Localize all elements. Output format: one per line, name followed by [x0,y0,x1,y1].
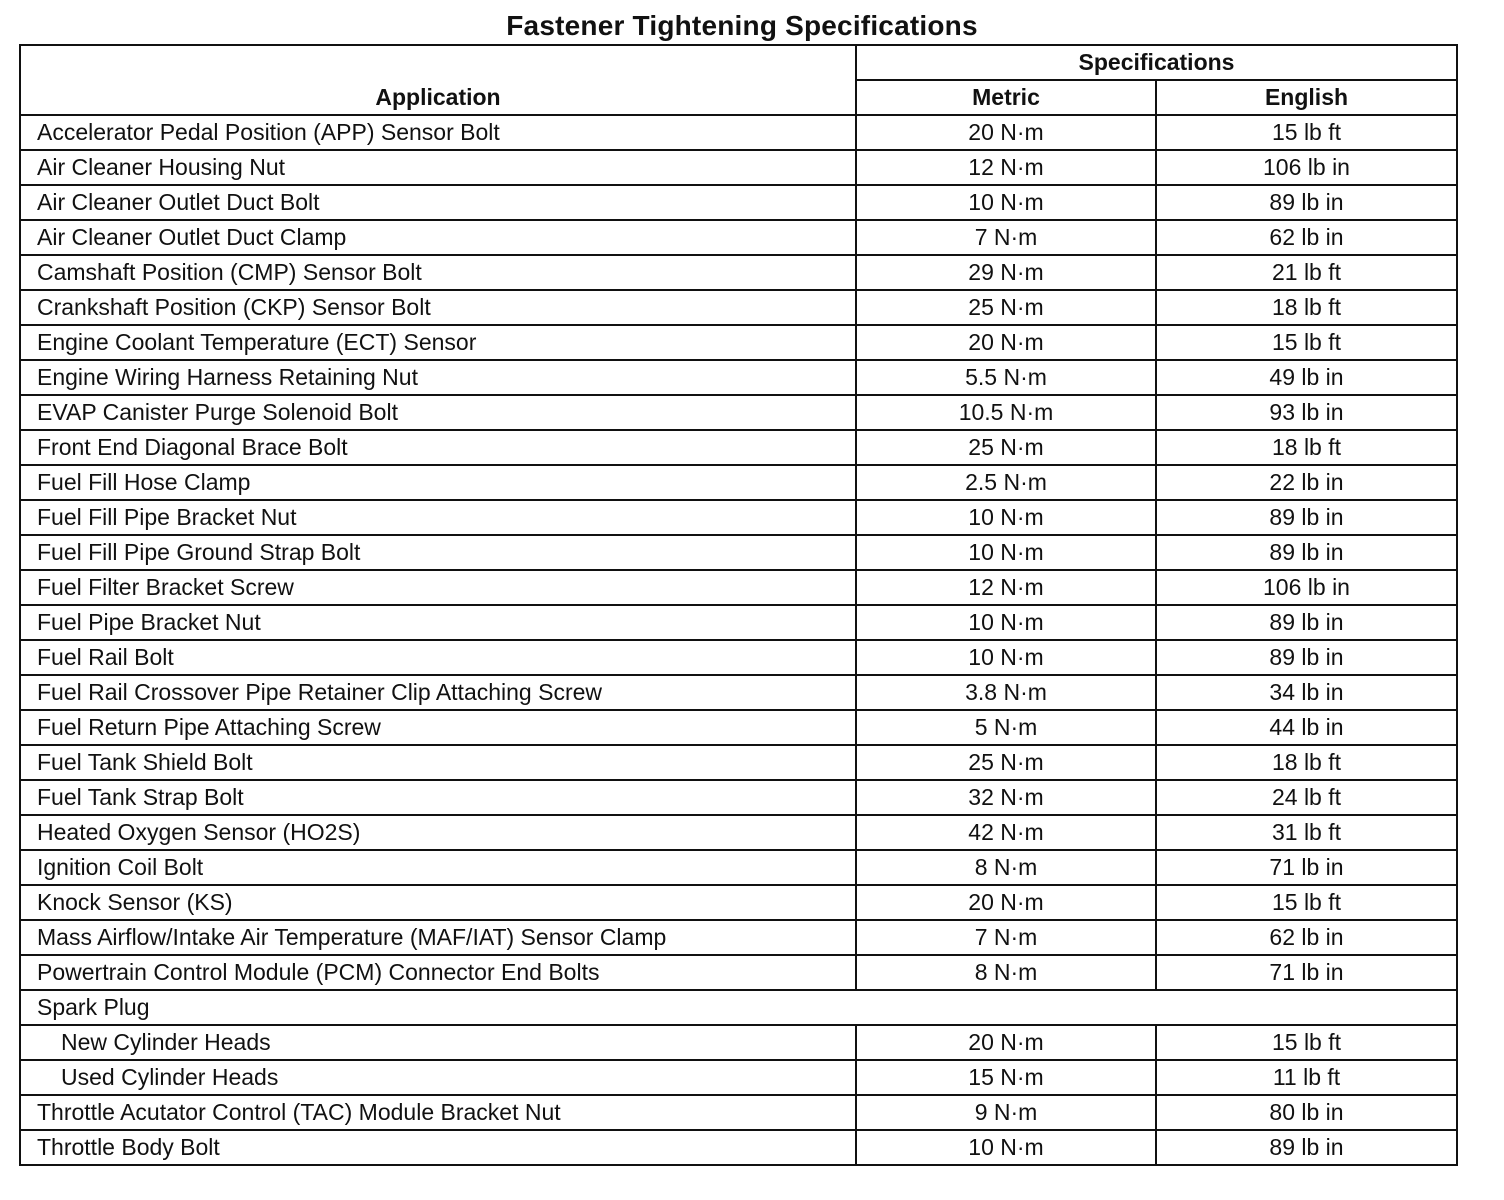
metric-cell: 7 N·m [856,920,1156,955]
table-row [20,150,1457,185]
table-row [20,395,1457,430]
table-group-row [20,990,1457,1025]
table-row [20,1060,1457,1095]
english-cell: 44 lb in [1156,710,1457,745]
metric-cell: 8 N·m [856,850,1156,885]
table-row [20,430,1457,465]
application-cell: Knock Sensor (KS) [20,885,856,920]
header-row-top [20,45,1457,80]
application-cell: EVAP Canister Purge Solenoid Bolt [20,395,856,430]
table-row [20,850,1457,885]
metric-cell: 10 N·m [856,1130,1156,1165]
table-row [20,1025,1457,1060]
english-cell: 18 lb ft [1156,745,1457,780]
table-row [20,745,1457,780]
application-cell: Powertrain Control Module (PCM) Connector End Bolts [20,955,856,990]
application-cell: Used Cylinder Heads [20,1060,856,1095]
english-cell: 62 lb in [1156,220,1457,255]
application-cell: Fuel Return Pipe Attaching Screw [20,710,856,745]
english-cell: 89 lb in [1156,1130,1457,1165]
metric-cell: 10 N·m [856,535,1156,570]
metric-cell: 10 N·m [856,500,1156,535]
metric-cell: 3.8 N·m [856,675,1156,710]
application-cell: Mass Airflow/Intake Air Temperature (MAF/IAT) Sensor Clamp [20,920,856,955]
english-cell: 106 lb in [1156,150,1457,185]
application-cell: Throttle Acutator Control (TAC) Module Bracket Nut [20,1095,856,1130]
english-cell: 18 lb ft [1156,430,1457,465]
application-cell: Fuel Fill Pipe Bracket Nut [20,500,856,535]
application-cell: Fuel Fill Pipe Ground Strap Bolt [20,535,856,570]
table-body [20,115,1457,1165]
table-row [20,1095,1457,1130]
metric-cell: 10 N·m [856,185,1156,220]
table-row [20,500,1457,535]
metric-cell: 10.5 N·m [856,395,1156,430]
english-cell: 71 lb in [1156,955,1457,990]
table-row [20,535,1457,570]
application-cell: Air Cleaner Housing Nut [20,150,856,185]
english-cell: 89 lb in [1156,500,1457,535]
application-cell: Fuel Rail Crossover Pipe Retainer Clip Attaching Screw [20,675,856,710]
metric-cell: 20 N·m [856,325,1156,360]
english-cell: 106 lb in [1156,570,1457,605]
table-row [20,605,1457,640]
application-cell: Front End Diagonal Brace Bolt [20,430,856,465]
application-cell: Throttle Body Bolt [20,1130,856,1165]
application-cell: Engine Coolant Temperature (ECT) Sensor [20,325,856,360]
english-cell: 62 lb in [1156,920,1457,955]
metric-cell: 10 N·m [856,640,1156,675]
table-row [20,640,1457,675]
metric-cell: 20 N·m [856,115,1156,150]
application-cell: Fuel Tank Strap Bolt [20,780,856,815]
table-row [20,1130,1457,1165]
metric-cell: 10 N·m [856,605,1156,640]
english-cell: 15 lb ft [1156,1025,1457,1060]
english-cell: 89 lb in [1156,640,1457,675]
english-cell: 24 lb ft [1156,780,1457,815]
metric-cell: 25 N·m [856,745,1156,780]
group-label: Spark Plug [20,990,1457,1025]
application-cell: Fuel Filter Bracket Screw [20,570,856,605]
metric-cell: 2.5 N·m [856,465,1156,500]
table-row [20,920,1457,955]
metric-cell: 42 N·m [856,815,1156,850]
metric-cell: 29 N·m [856,255,1156,290]
metric-cell: 8 N·m [856,955,1156,990]
table-row [20,360,1457,395]
metric-cell: 15 N·m [856,1060,1156,1095]
application-cell: Fuel Rail Bolt [20,640,856,675]
table-row [20,675,1457,710]
english-cell: 18 lb ft [1156,290,1457,325]
metric-cell: 5 N·m [856,710,1156,745]
column-header-english: English [1156,80,1457,115]
table-row [20,290,1457,325]
table-row [20,325,1457,360]
application-cell: Air Cleaner Outlet Duct Clamp [20,220,856,255]
application-cell: Camshaft Position (CMP) Sensor Bolt [20,255,856,290]
metric-cell: 25 N·m [856,430,1156,465]
metric-cell: 9 N·m [856,1095,1156,1130]
english-cell: 80 lb in [1156,1095,1457,1130]
table-row [20,570,1457,605]
metric-cell: 20 N·m [856,885,1156,920]
table-row [20,220,1457,255]
table-row [20,955,1457,990]
metric-cell: 12 N·m [856,570,1156,605]
english-cell: 71 lb in [1156,850,1457,885]
metric-cell: 32 N·m [856,780,1156,815]
application-cell: Accelerator Pedal Position (APP) Sensor Bolt [20,115,856,150]
column-header-metric: Metric [856,80,1156,115]
english-cell: 89 lb in [1156,535,1457,570]
column-header-application: Application [20,45,856,115]
table-row [20,255,1457,290]
english-cell: 11 lb ft [1156,1060,1457,1095]
page-title: Fastener Tightening Specifications [506,10,978,41]
table-row [20,780,1457,815]
english-cell: 15 lb ft [1156,115,1457,150]
application-cell: Engine Wiring Harness Retaining Nut [20,360,856,395]
metric-cell: 25 N·m [856,290,1156,325]
metric-cell: 12 N·m [856,150,1156,185]
table-row [20,465,1457,500]
table-header [20,45,1457,115]
spec-table [19,44,1458,1166]
application-cell: Crankshaft Position (CKP) Sensor Bolt [20,290,856,325]
metric-cell: 5.5 N·m [856,360,1156,395]
metric-cell: 20 N·m [856,1025,1156,1060]
table-row [20,815,1457,850]
english-cell: 89 lb in [1156,605,1457,640]
table-row [20,885,1457,920]
application-cell: New Cylinder Heads [20,1025,856,1060]
english-cell: 31 lb ft [1156,815,1457,850]
application-cell: Fuel Tank Shield Bolt [20,745,856,780]
english-cell: 22 lb in [1156,465,1457,500]
application-cell: Air Cleaner Outlet Duct Bolt [20,185,856,220]
english-cell: 15 lb ft [1156,325,1457,360]
table-row [20,185,1457,220]
column-header-specifications: Specifications [856,45,1457,80]
application-cell: Ignition Coil Bolt [20,850,856,885]
table-row [20,115,1457,150]
metric-cell: 7 N·m [856,220,1156,255]
table-row [20,710,1457,745]
english-cell: 93 lb in [1156,395,1457,430]
application-cell: Fuel Pipe Bracket Nut [20,605,856,640]
application-cell: Fuel Fill Hose Clamp [20,465,856,500]
english-cell: 89 lb in [1156,185,1457,220]
english-cell: 15 lb ft [1156,885,1457,920]
english-cell: 34 lb in [1156,675,1457,710]
english-cell: 21 lb ft [1156,255,1457,290]
english-cell: 49 lb in [1156,360,1457,395]
application-cell: Heated Oxygen Sensor (HO2S) [20,815,856,850]
